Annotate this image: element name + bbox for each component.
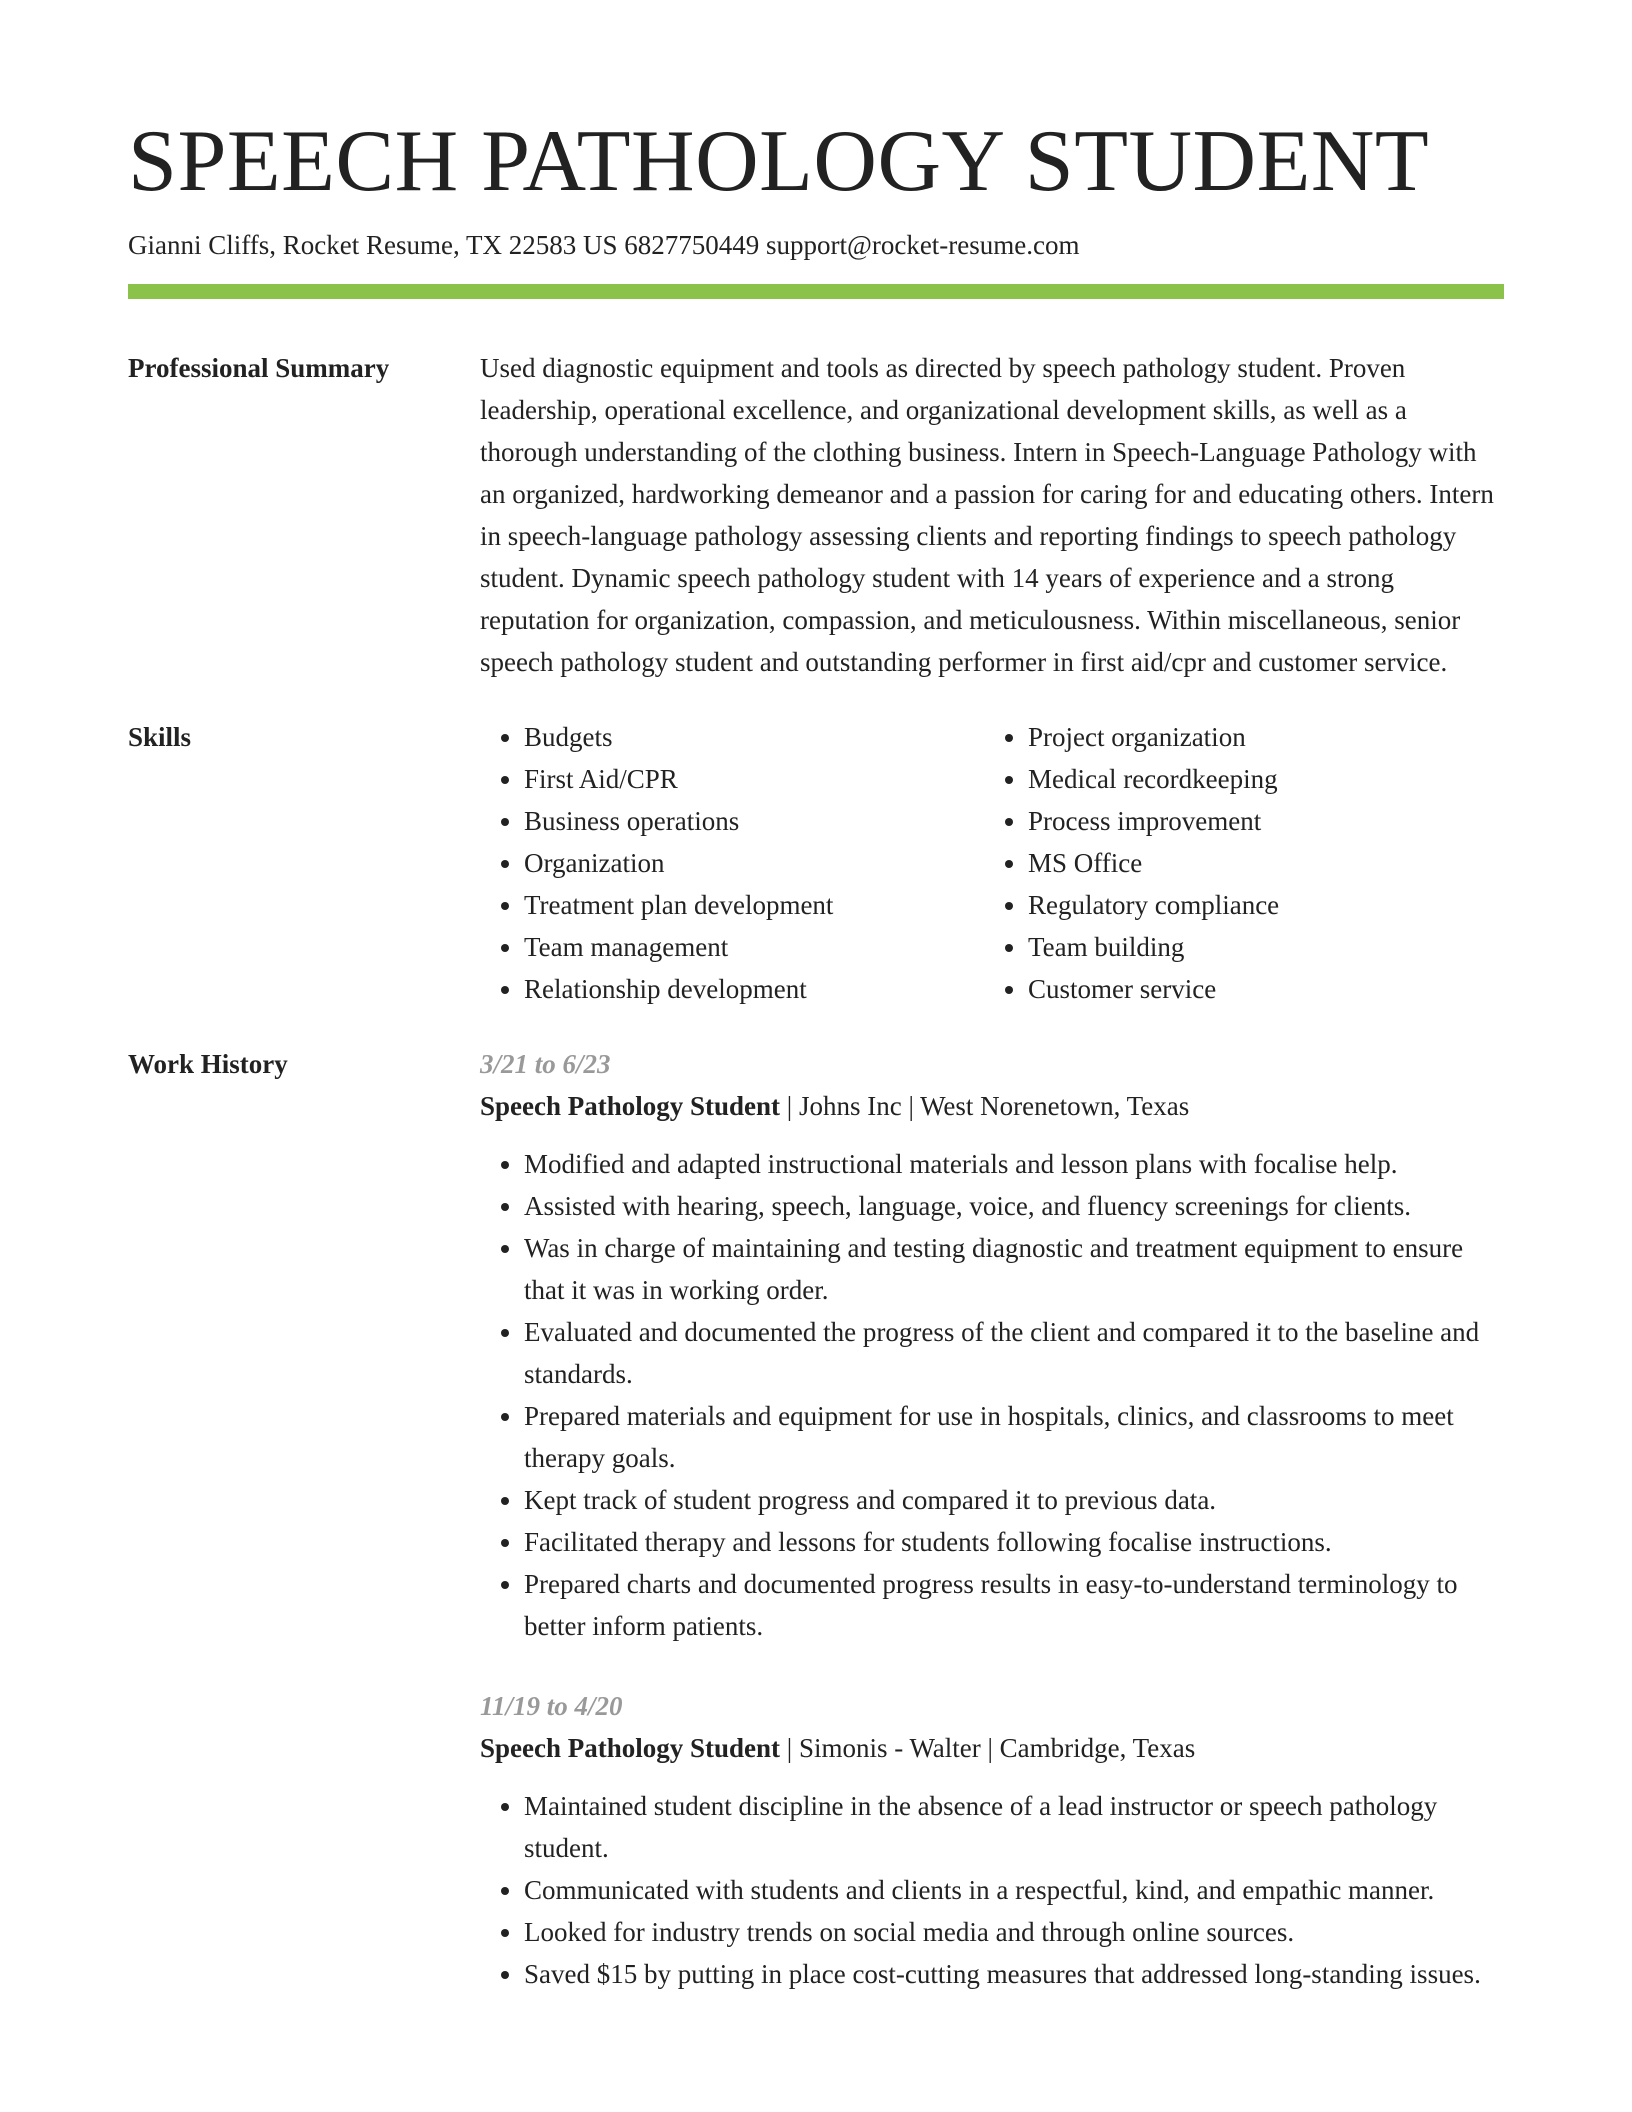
job-title: Speech Pathology Student (480, 1733, 781, 1763)
skills-list-right (984, 716, 1488, 1010)
job-entry (480, 1043, 1504, 1647)
skill-item: • Relationship development (524, 968, 984, 1010)
skill-item: • Treatment plan development (524, 884, 984, 926)
job-bullets (480, 1785, 1504, 1995)
work-history-section (128, 1043, 1504, 1995)
skill-item: • First Aid/CPR (524, 758, 984, 800)
job-bullets (480, 1143, 1504, 1647)
job-bullet: • Facilitated therapy and lessons for students following focalise instructions. (524, 1521, 1504, 1563)
skill-item: • Business operations (524, 800, 984, 842)
contact-phone: 6827750449 (624, 230, 760, 260)
skills-columns (480, 716, 1504, 1010)
job-bullet: • Communicated with students and clients in a respectful, kind, and empathic manner. (524, 1869, 1504, 1911)
skills-section (128, 716, 1504, 1010)
job-bullet: • Maintained student discipline in the absence of a lead instructor or speech pathology student. (524, 1785, 1504, 1869)
skill-item: • Medical recordkeeping (1028, 758, 1488, 800)
accent-divider (128, 284, 1504, 299)
job-title-line (480, 1727, 1504, 1769)
job-bullet: • Saved $15 by putting in place cost-cutting measures that addressed long-standing issues. (524, 1953, 1504, 1995)
skill-item: • Team management (524, 926, 984, 968)
job-bullet: • Assisted with hearing, speech, language, voice, and fluency screenings for clients. (524, 1185, 1504, 1227)
job-bullet: • Evaluated and documented the progress of the client and compared it to the baseline and standards. (524, 1311, 1504, 1395)
skills-heading: Skills (128, 722, 192, 752)
job-bullet: • Modified and adapted instructional materials and lesson plans with focalise help. (524, 1143, 1504, 1185)
summary-heading: Professional Summary (128, 353, 390, 383)
job-bullet: • Kept track of student progress and compared it to previous data. (524, 1479, 1504, 1521)
contact-line (128, 230, 1504, 261)
skill-item: • Project organization (1028, 716, 1488, 758)
job-details: | Simonis - Walter | Cambridge, Texas (780, 1733, 1196, 1763)
job-date: 11/19 to 4/20 (480, 1691, 623, 1721)
job-title-line (480, 1085, 1504, 1127)
skill-item: • Budgets (524, 716, 984, 758)
skill-item: • Process improvement (1028, 800, 1488, 842)
work-history-heading: Work History (128, 1049, 288, 1079)
summary-section (128, 347, 1504, 683)
job-entry (480, 1685, 1504, 1995)
job-title: Speech Pathology Student (480, 1091, 781, 1121)
contact-address: Gianni Cliffs, Rocket Resume, TX 22583 US (128, 230, 618, 260)
skill-item: • Customer service (1028, 968, 1488, 1010)
skill-item: • Team building (1028, 926, 1488, 968)
contact-email: support@rocket-resume.com (765, 230, 1080, 260)
job-bullet: • Was in charge of maintaining and testing diagnostic and treatment equipment to ensure that it was in working order. (524, 1227, 1504, 1311)
skill-item: • Organization (524, 842, 984, 884)
job-details: | Johns Inc | West Norenetown, Texas (780, 1091, 1190, 1121)
summary-text: Used diagnostic equipment and tools as directed by speech pathology student. Proven leadership, operational excellence, and organizational development skills, as well as a thorough understanding of the clothing business. Intern in Speech-Language Pathology with an organized, hardworking demeanor and a passion for caring for and educating others. Intern in speech-language pathology assessing clients and reporting findings to speech pathology student. Dynamic speech pathology student with 14 years of experience and a strong reputation for organization, compassion, and meticulousness. Within miscellaneous, senior speech pathology student and outstanding performer in first aid/cpr and customer service. (480, 353, 1494, 677)
skill-item: • MS Office (1028, 842, 1488, 884)
skill-item: • Regulatory compliance (1028, 884, 1488, 926)
job-bullet: • Prepared charts and documented progress results in easy-to-understand terminology to better inform patients. (524, 1563, 1504, 1647)
job-bullet: • Prepared materials and equipment for use in hospitals, clinics, and classrooms to meet therapy goals. (524, 1395, 1504, 1479)
work-history-body (480, 1043, 1504, 1995)
job-date: 3/21 to 6/23 (480, 1049, 611, 1079)
skills-list-left (480, 716, 984, 1010)
resume-name: SPEECH PATHOLOGY STUDENT (128, 113, 1430, 210)
job-bullet: • Looked for industry trends on social media and through online sources. (524, 1911, 1504, 1953)
